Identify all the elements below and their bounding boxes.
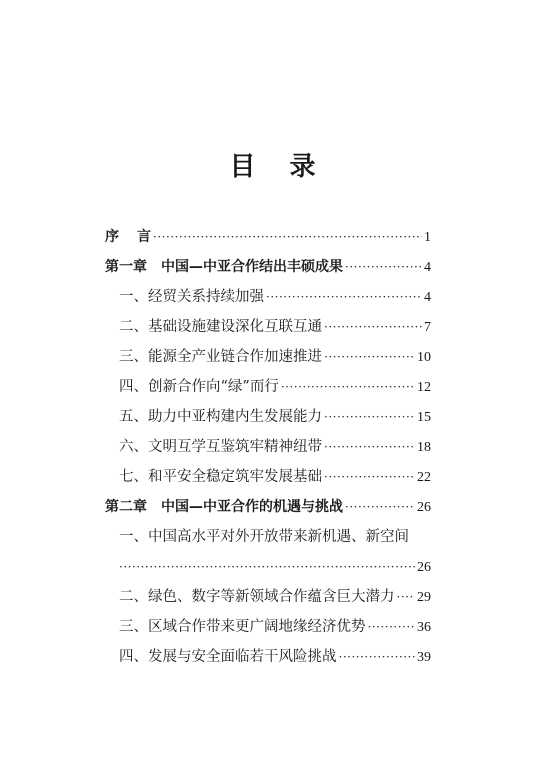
- toc-entry-preface[interactable]: [105, 222, 431, 252]
- toc-entry-label: 五、助力中亚构建内生发展能力: [119, 409, 322, 425]
- toc-entry-label: 二、基础设施建设深化互联互通: [119, 319, 322, 335]
- toc-entry-section[interactable]: [105, 432, 431, 462]
- toc-entry-label: 二、绿色、数字等新领域合作蕴含巨大潜力: [119, 589, 395, 605]
- toc-entry-label: 一、中国高水平对外开放带来新机遇、新空间: [119, 529, 409, 545]
- dot-leader: [345, 492, 415, 522]
- toc-page-number: 29: [417, 590, 431, 605]
- toc-page-number: 26: [417, 560, 431, 575]
- dot-leader: [324, 462, 415, 492]
- toc-entry-section[interactable]: [105, 642, 431, 672]
- toc-entry-section-continuation[interactable]: [105, 552, 431, 582]
- toc-page-number: 4: [424, 260, 431, 275]
- toc-page-number: 12: [417, 380, 431, 395]
- toc-entry-label: 第一章 中国—中亚合作结出丰硕成果: [105, 259, 343, 275]
- dot-leader: [324, 432, 415, 462]
- dot-leader: [397, 582, 416, 612]
- toc-page-number: 26: [417, 500, 431, 515]
- toc-entry-section-wrapped[interactable]: [105, 522, 431, 552]
- dot-leader: [324, 312, 422, 342]
- toc-page-number: 7: [424, 320, 431, 335]
- toc-page-number: 39: [417, 650, 431, 665]
- dot-leader: [281, 372, 415, 402]
- toc-entry-label: 七、和平安全稳定筑牢发展基础: [119, 469, 322, 485]
- toc-entry-label: 序 言: [105, 229, 151, 245]
- toc-page-number: 18: [417, 440, 431, 455]
- dot-leader: [119, 552, 415, 582]
- toc-title-char-1: 目: [229, 152, 256, 182]
- toc-title: [0, 146, 545, 183]
- toc-entry-section[interactable]: [105, 372, 431, 402]
- toc-entry-label: 六、文明互学互鉴筑牢精神纽带: [119, 439, 322, 455]
- toc-page-number: 10: [417, 350, 431, 365]
- toc-page-number: 36: [417, 620, 431, 635]
- dot-leader: [339, 642, 416, 672]
- toc-page-number: 4: [424, 290, 431, 305]
- dot-leader: [368, 612, 416, 642]
- toc-entry-section[interactable]: [105, 612, 431, 642]
- toc-entry-label: 四、发展与安全面临若干风险挑战: [119, 649, 337, 665]
- toc-title-char-2: 录: [289, 152, 316, 182]
- toc-entry-section[interactable]: [105, 402, 431, 432]
- toc-entry-label: 三、能源全产业链合作加速推进: [119, 349, 322, 365]
- toc-entry-label: 四、创新合作向“绿”而行: [119, 379, 279, 395]
- dot-leader: [153, 222, 422, 252]
- toc-entry-section[interactable]: [105, 582, 431, 612]
- toc-page-number: 22: [417, 470, 431, 485]
- toc-entry-section[interactable]: [105, 312, 431, 342]
- dot-leader: [324, 402, 415, 432]
- toc-entry-section[interactable]: [105, 342, 431, 372]
- toc-entry-label: 三、区域合作带来更广阔地缘经济优势: [119, 619, 366, 635]
- toc-entry-chapter-1[interactable]: [105, 252, 431, 282]
- toc-entry-section[interactable]: [105, 462, 431, 492]
- toc-entry-chapter-2[interactable]: [105, 492, 431, 522]
- toc-entry-label: 一、经贸关系持续加强: [119, 289, 264, 305]
- dot-leader: [324, 342, 415, 372]
- toc-entry-section[interactable]: [105, 282, 431, 312]
- toc-page-number: 15: [417, 410, 431, 425]
- dot-leader: [266, 282, 422, 312]
- toc-page-number: 1: [424, 230, 431, 245]
- toc-list: [105, 222, 431, 672]
- toc-entry-label: 第二章 中国—中亚合作的机遇与挑战: [105, 499, 343, 515]
- dot-leader: [345, 252, 422, 282]
